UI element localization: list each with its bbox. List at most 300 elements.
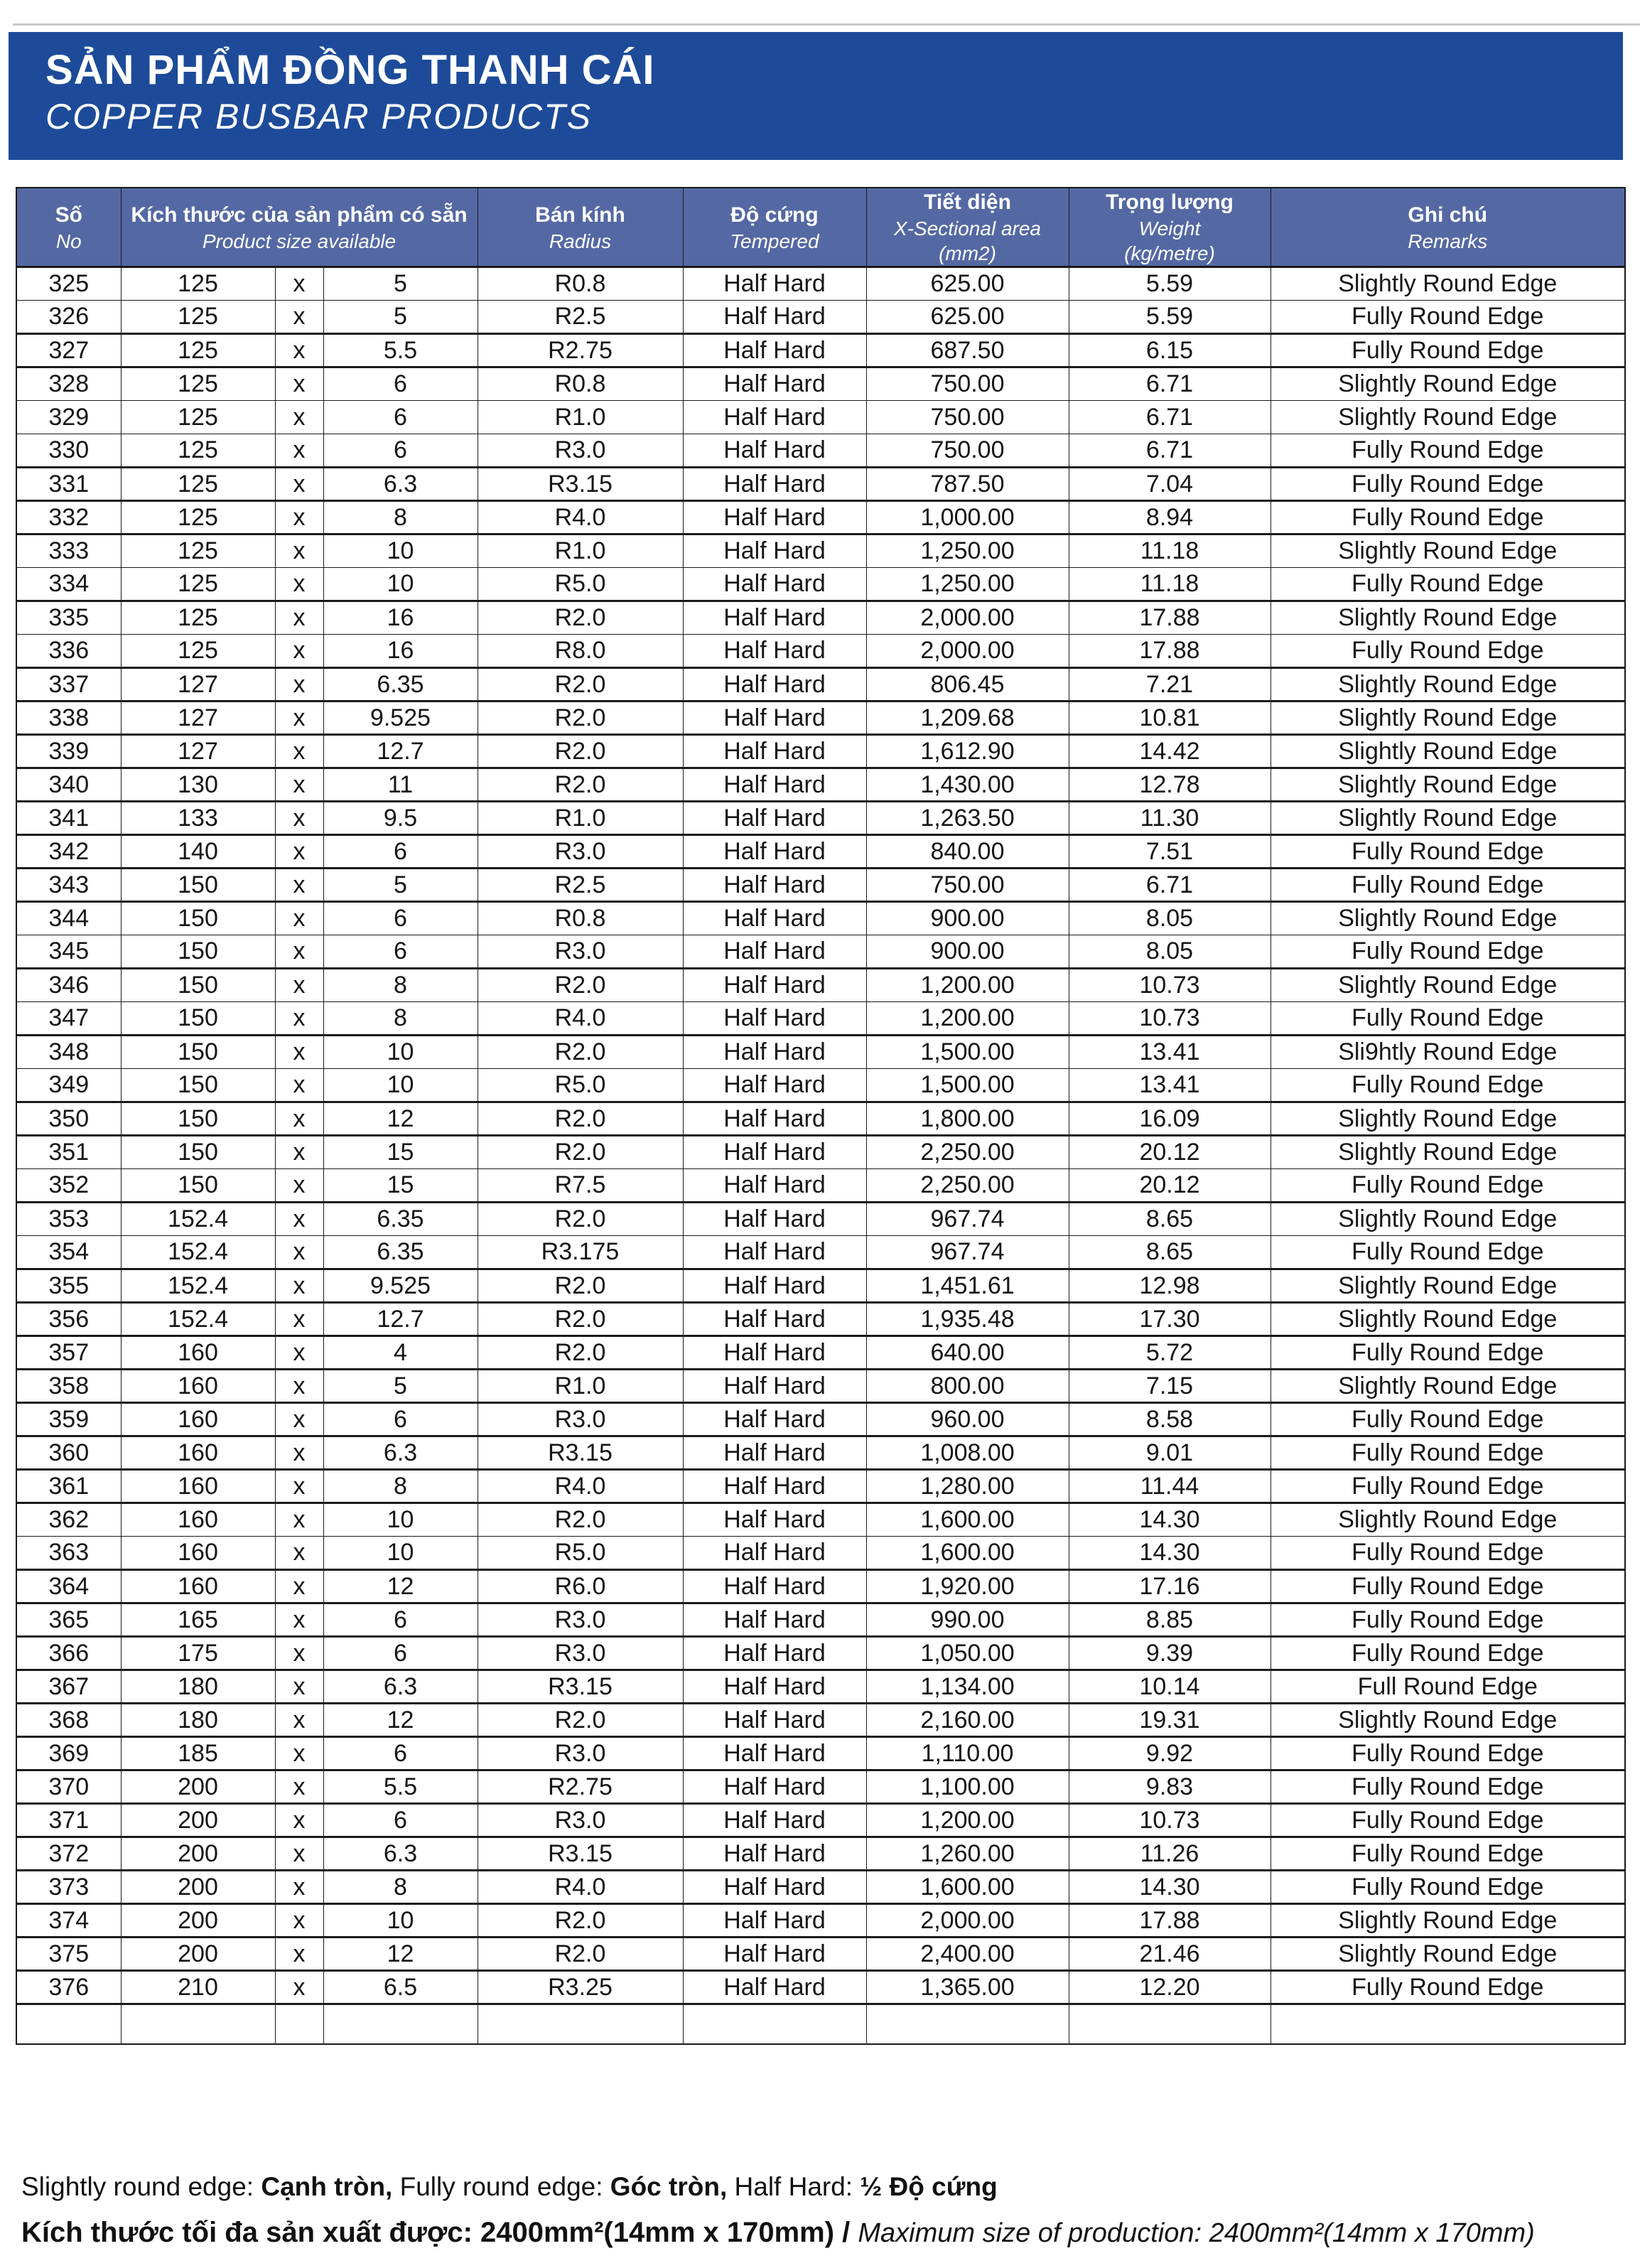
table-cell: 12.7 — [323, 1303, 478, 1336]
table-cell: 352 — [16, 1169, 121, 1203]
table-cell: 1,935.48 — [866, 1303, 1069, 1336]
table-row — [16, 1169, 1625, 1203]
table-cell: Half Hard — [683, 635, 866, 668]
table-row — [16, 869, 1625, 902]
table-cell: Slightly Round Edge — [1271, 534, 1625, 568]
table-cell: 175 — [121, 1637, 275, 1670]
table-cell: Fully Round Edge — [1271, 1804, 1625, 1837]
table-row — [16, 735, 1625, 768]
table-row — [16, 534, 1625, 568]
header-banner — [9, 32, 1623, 160]
table-cell: 125 — [121, 568, 275, 601]
col-header-size — [121, 188, 478, 267]
table-cell: Slightly Round Edge — [1271, 668, 1625, 702]
table-cell: 328 — [16, 367, 121, 401]
table-cell: 787.50 — [866, 468, 1069, 501]
col-header-radius-vi: Bán kính — [535, 203, 625, 227]
table-cell: 17.16 — [1069, 1570, 1271, 1603]
table-cell: R3.0 — [478, 1737, 683, 1770]
table-cell: Fully Round Edge — [1271, 1737, 1625, 1770]
table-cell: 8 — [323, 501, 478, 534]
table-cell: 165 — [121, 1603, 275, 1637]
table-cell: Half Hard — [683, 401, 866, 434]
table-cell: x — [275, 1002, 323, 1036]
table-cell: 1,250.00 — [866, 568, 1069, 601]
table-cell: x — [275, 1236, 323, 1269]
table-cell: x — [275, 1269, 323, 1303]
table-row — [16, 568, 1625, 601]
table-cell: 1,000.00 — [866, 501, 1069, 534]
table-cell: 334 — [16, 568, 121, 601]
col-header-remarks-en: Remarks — [1408, 230, 1488, 252]
col-header-no — [16, 188, 121, 267]
table-cell: R1.0 — [478, 534, 683, 568]
products-table — [16, 187, 1626, 2045]
table-cell: 750.00 — [866, 367, 1069, 401]
table-cell: 1,209.68 — [866, 702, 1069, 735]
table-cell: R2.0 — [478, 1203, 683, 1236]
table-cell: 6.15 — [1069, 334, 1271, 367]
table-cell: Half Hard — [683, 434, 866, 468]
table-row — [16, 1871, 1625, 1904]
table-cell: x — [275, 1704, 323, 1737]
table-cell: 344 — [16, 902, 121, 935]
table-cell: 2,250.00 — [866, 1169, 1069, 1203]
col-header-remarks-vi: Ghi chú — [1408, 203, 1488, 227]
table-cell: x — [275, 1336, 323, 1370]
table-cell: R3.15 — [478, 1837, 683, 1871]
table-cell: x — [275, 1603, 323, 1637]
table-cell: 16.09 — [1069, 1102, 1271, 1136]
table-cell: 333 — [16, 534, 121, 568]
table-cell: Slightly Round Edge — [1271, 768, 1625, 802]
table-cell: 9.5 — [323, 802, 478, 835]
table-cell: 1,365.00 — [866, 1971, 1069, 2004]
table-cell: 9.525 — [323, 702, 478, 735]
table-cell: 374 — [16, 1904, 121, 1938]
table-cell: Half Hard — [683, 1637, 866, 1670]
table-cell: 180 — [121, 1704, 275, 1737]
table-row — [16, 367, 1625, 401]
table-cell: 125 — [121, 601, 275, 635]
col-header-weight — [1069, 188, 1271, 267]
table-cell: 6 — [323, 1637, 478, 1670]
table-cell: 11.18 — [1069, 534, 1271, 568]
table-empty-row — [16, 2004, 1625, 2044]
table-cell: 625.00 — [866, 267, 1069, 301]
table-cell: Slightly Round Edge — [1271, 902, 1625, 935]
table-cell: 10.73 — [1069, 969, 1271, 1002]
table-row — [16, 434, 1625, 468]
table-cell: 10.14 — [1069, 1670, 1271, 1704]
table-row — [16, 1236, 1625, 1269]
col-header-radius — [478, 188, 683, 267]
table-cell: R2.0 — [478, 1938, 683, 1971]
table-row — [16, 1503, 1625, 1537]
table-cell: R5.0 — [478, 1069, 683, 1102]
table-cell: Fully Round Edge — [1271, 1971, 1625, 2004]
table-cell: 5.72 — [1069, 1336, 1271, 1370]
table-row — [16, 1637, 1625, 1670]
col-header-area-unit: (mm2) — [939, 242, 996, 264]
table-cell: 325 — [16, 267, 121, 301]
col-header-weight-en: Weight — [1138, 217, 1201, 240]
table-cell: 806.45 — [866, 668, 1069, 702]
table-cell: 1,263.50 — [866, 802, 1069, 835]
table-cell: 7.51 — [1069, 835, 1271, 869]
table-cell: Half Hard — [683, 267, 866, 301]
table-cell: 11.26 — [1069, 1837, 1271, 1871]
table-cell: 343 — [16, 869, 121, 902]
table-cell: 967.74 — [866, 1236, 1069, 1269]
table-cell: Fully Round Edge — [1271, 1236, 1625, 1269]
table-cell: 9.01 — [1069, 1436, 1271, 1470]
table-cell: 800.00 — [866, 1370, 1069, 1403]
table-cell: x — [275, 702, 323, 735]
table-cell: 15 — [323, 1136, 478, 1169]
table-cell: 687.50 — [866, 334, 1069, 367]
table-row — [16, 768, 1625, 802]
table-cell: Fully Round Edge — [1271, 1770, 1625, 1804]
table-cell: Slightly Round Edge — [1271, 1370, 1625, 1403]
table-cell: Half Hard — [683, 1403, 866, 1436]
page-subtitle: COPPER BUSBAR PRODUCTS — [45, 96, 593, 136]
table-cell: R2.0 — [478, 702, 683, 735]
table-cell: 8 — [323, 1002, 478, 1036]
table-cell: 367 — [16, 1670, 121, 1704]
table-cell: Half Hard — [683, 601, 866, 635]
table-cell: 150 — [121, 1069, 275, 1102]
table-cell: 150 — [121, 1036, 275, 1069]
col-header-no-en: No — [55, 230, 82, 252]
table-cell: R2.0 — [478, 1136, 683, 1169]
table-cell: 152.4 — [121, 1269, 275, 1303]
table-cell: 354 — [16, 1236, 121, 1269]
table-cell: 15 — [323, 1169, 478, 1203]
table-cell: 8 — [323, 1871, 478, 1904]
table-cell: 1,600.00 — [866, 1503, 1069, 1537]
page-top-divider — [13, 23, 1640, 26]
table-cell: 6.71 — [1069, 401, 1271, 434]
table-row — [16, 1069, 1625, 1102]
table-cell: x — [275, 1837, 323, 1871]
table-cell: 14.30 — [1069, 1871, 1271, 1904]
footnote-legend — [21, 2173, 1626, 2200]
table-row — [16, 1403, 1625, 1436]
table-cell: x — [275, 401, 323, 434]
table-cell: 5.59 — [1069, 301, 1271, 334]
table-cell: 125 — [121, 267, 275, 301]
table-cell: Slightly Round Edge — [1271, 1938, 1625, 1971]
table-cell: 967.74 — [866, 1203, 1069, 1236]
table-cell: R5.0 — [478, 568, 683, 601]
table-cell: 11.30 — [1069, 802, 1271, 835]
table-cell: 127 — [121, 735, 275, 768]
table-cell: R2.0 — [478, 1503, 683, 1537]
table-row — [16, 468, 1625, 501]
table-cell: Fully Round Edge — [1271, 1169, 1625, 1203]
table-row — [16, 267, 1625, 301]
legend-segment: Cạnh tròn, — [261, 2172, 393, 2201]
table-row — [16, 1102, 1625, 1136]
table-cell: 125 — [121, 367, 275, 401]
legend-segment: ½ Độ cứng — [860, 2172, 998, 2201]
table-cell: 125 — [121, 534, 275, 568]
table-cell: 125 — [121, 301, 275, 334]
table-cell: 6.3 — [323, 1436, 478, 1470]
table-cell: Fully Round Edge — [1271, 1436, 1625, 1470]
table-cell: Half Hard — [683, 768, 866, 802]
table-cell: x — [275, 1904, 323, 1938]
table-cell: 210 — [121, 1971, 275, 2004]
table-cell: Fully Round Edge — [1271, 468, 1625, 501]
table-cell: x — [275, 1303, 323, 1336]
table-cell: Half Hard — [683, 1236, 866, 1269]
col-header-area — [866, 188, 1069, 267]
table-cell: Half Hard — [683, 1904, 866, 1938]
table-cell: Slightly Round Edge — [1271, 802, 1625, 835]
table-cell: x — [275, 768, 323, 802]
table-cell: 12 — [323, 1570, 478, 1603]
table-cell: 5.5 — [323, 334, 478, 367]
table-cell: 356 — [16, 1303, 121, 1336]
table-cell: Half Hard — [683, 1971, 866, 2004]
table-cell: 1,600.00 — [866, 1871, 1069, 1904]
table-cell: Sli9htly Round Edge — [1271, 1036, 1625, 1069]
table-cell: 6.35 — [323, 1236, 478, 1269]
table-cell: Half Hard — [683, 1938, 866, 1971]
table-cell: 6.35 — [323, 1203, 478, 1236]
table-cell: 125 — [121, 635, 275, 668]
table-cell: R2.0 — [478, 735, 683, 768]
table-cell: 150 — [121, 1136, 275, 1169]
table-cell: R0.8 — [478, 267, 683, 301]
table-cell: x — [275, 1804, 323, 1837]
table-row — [16, 802, 1625, 835]
table-cell: Half Hard — [683, 334, 866, 367]
table-cell: 1,008.00 — [866, 1436, 1069, 1470]
table-cell: 368 — [16, 1704, 121, 1737]
table-cell: R2.75 — [478, 334, 683, 367]
table-cell: Half Hard — [683, 1503, 866, 1537]
table-cell: 362 — [16, 1503, 121, 1537]
table-cell: 8.05 — [1069, 902, 1271, 935]
table-row — [16, 401, 1625, 434]
table-cell: 2,000.00 — [866, 601, 1069, 635]
table-cell: x — [275, 1971, 323, 2004]
table-cell: R2.0 — [478, 1102, 683, 1136]
table-cell: 625.00 — [866, 301, 1069, 334]
table-cell: x — [275, 1537, 323, 1570]
table-cell: 357 — [16, 1336, 121, 1370]
table-cell: 140 — [121, 835, 275, 869]
table-cell: 6.35 — [323, 668, 478, 702]
table-cell: 6 — [323, 1737, 478, 1770]
table-cell: 1,100.00 — [866, 1770, 1069, 1804]
table-cell: 8.05 — [1069, 935, 1271, 969]
table-cell: 369 — [16, 1737, 121, 1770]
table-cell: 150 — [121, 935, 275, 969]
table-row — [16, 702, 1625, 735]
table-cell: 125 — [121, 468, 275, 501]
table-cell: x — [275, 1770, 323, 1804]
table-cell: 375 — [16, 1938, 121, 1971]
table-cell: Slightly Round Edge — [1271, 1704, 1625, 1737]
table-cell: 329 — [16, 401, 121, 434]
table-cell: R2.5 — [478, 869, 683, 902]
table-cell: x — [275, 1670, 323, 1704]
table-cell: x — [275, 1470, 323, 1503]
table-cell: Half Hard — [683, 702, 866, 735]
table-row — [16, 1036, 1625, 1069]
table-cell: 342 — [16, 835, 121, 869]
table-cell: 360 — [16, 1436, 121, 1470]
table-cell: R3.0 — [478, 434, 683, 468]
table-cell: R2.0 — [478, 601, 683, 635]
table-cell: 355 — [16, 1269, 121, 1303]
table-cell: x — [275, 835, 323, 869]
table-cell: Slightly Round Edge — [1271, 1503, 1625, 1537]
table-cell: 200 — [121, 1770, 275, 1804]
table-cell: 6 — [323, 902, 478, 935]
table-cell: Half Hard — [683, 1336, 866, 1370]
table-row — [16, 1904, 1625, 1938]
table-cell: 11.18 — [1069, 568, 1271, 601]
table-cell: 990.00 — [866, 1603, 1069, 1637]
table-cell: 150 — [121, 1002, 275, 1036]
table-cell: 5 — [323, 869, 478, 902]
table-cell: 7.21 — [1069, 668, 1271, 702]
table-cell: 127 — [121, 702, 275, 735]
table-cell: 130 — [121, 768, 275, 802]
table-cell: 358 — [16, 1370, 121, 1403]
table-cell: 17.88 — [1069, 601, 1271, 635]
table-cell: x — [275, 635, 323, 668]
table-row — [16, 1370, 1625, 1403]
max-size-segment-en: Maximum size of production: 2400mm²(14mm x 170mm) — [858, 2218, 1535, 2248]
table-cell: 1,800.00 — [866, 1102, 1069, 1136]
table-cell: 11.44 — [1069, 1470, 1271, 1503]
table-cell: 6 — [323, 935, 478, 969]
table-cell: R6.0 — [478, 1570, 683, 1603]
table-row — [16, 835, 1625, 869]
table-cell: 353 — [16, 1203, 121, 1236]
table-cell: Half Hard — [683, 1102, 866, 1136]
col-header-radius-en: Radius — [549, 230, 612, 252]
table-cell: R2.0 — [478, 1269, 683, 1303]
table-cell-empty — [323, 2004, 478, 2044]
table-cell: 10 — [323, 1069, 478, 1102]
table-cell: 10 — [323, 1904, 478, 1938]
table-cell: Half Hard — [683, 1303, 866, 1336]
table-cell: 10.73 — [1069, 1804, 1271, 1837]
table-cell: Fully Round Edge — [1271, 635, 1625, 668]
table-cell: 10 — [323, 534, 478, 568]
table-row — [16, 1303, 1625, 1336]
table-cell: 348 — [16, 1036, 121, 1069]
table-cell: 349 — [16, 1069, 121, 1102]
table-cell: x — [275, 367, 323, 401]
table-cell: 10 — [323, 568, 478, 601]
table-cell: R2.0 — [478, 668, 683, 702]
table-cell: 1,200.00 — [866, 1804, 1069, 1837]
table-cell: Slightly Round Edge — [1271, 1136, 1625, 1169]
table-cell: R1.0 — [478, 401, 683, 434]
table-cell: 2,000.00 — [866, 1904, 1069, 1938]
table-cell: x — [275, 935, 323, 969]
table-row — [16, 635, 1625, 668]
table-cell: x — [275, 1370, 323, 1403]
table-cell: Fully Round Edge — [1271, 1069, 1625, 1102]
legend-segment: Half Hard: — [727, 2172, 861, 2201]
table-cell: 6.3 — [323, 1670, 478, 1704]
table-cell: x — [275, 1403, 323, 1436]
table-cell: 200 — [121, 1871, 275, 1904]
table-cell: 1,500.00 — [866, 1069, 1069, 1102]
table-cell: 160 — [121, 1370, 275, 1403]
table-row — [16, 935, 1625, 969]
table-cell: x — [275, 1203, 323, 1236]
table-row — [16, 1269, 1625, 1303]
table-cell: Half Hard — [683, 1370, 866, 1403]
table-cell: 8 — [323, 969, 478, 1002]
table-cell: Full Round Edge — [1271, 1670, 1625, 1704]
table-cell: x — [275, 601, 323, 635]
table-cell: 900.00 — [866, 902, 1069, 935]
table-cell: 160 — [121, 1403, 275, 1436]
table-cell: 12.20 — [1069, 1971, 1271, 2004]
table-cell: 127 — [121, 668, 275, 702]
table-cell: 338 — [16, 702, 121, 735]
table-row — [16, 1570, 1625, 1603]
table-cell: Half Hard — [683, 869, 866, 902]
table-cell: 150 — [121, 1102, 275, 1136]
table-cell: R2.0 — [478, 1704, 683, 1737]
table-cell: 350 — [16, 1102, 121, 1136]
table-cell: R4.0 — [478, 501, 683, 534]
table-cell: 347 — [16, 1002, 121, 1036]
table-cell: R0.8 — [478, 902, 683, 935]
table-cell: x — [275, 869, 323, 902]
table-cell: 376 — [16, 1971, 121, 2004]
table-cell: 10 — [323, 1503, 478, 1537]
table-cell: 346 — [16, 969, 121, 1002]
table-cell-empty — [16, 2004, 121, 2044]
table-cell: 340 — [16, 768, 121, 802]
table-cell: 363 — [16, 1537, 121, 1570]
col-header-weight-vi: Trọng lượng — [1106, 190, 1234, 214]
legend-segment: Slightly round edge: — [21, 2172, 261, 2201]
table-cell: Half Hard — [683, 1570, 866, 1603]
table-cell: 1,050.00 — [866, 1637, 1069, 1670]
col-header-area-vi: Tiết diện — [924, 190, 1011, 214]
table-cell: 1,612.90 — [866, 735, 1069, 768]
table-cell: 9.39 — [1069, 1637, 1271, 1670]
table-cell: 6.3 — [323, 1837, 478, 1871]
table-cell: 150 — [121, 1169, 275, 1203]
footnotes — [21, 2173, 1626, 2249]
table-cell: 17.30 — [1069, 1303, 1271, 1336]
table-row — [16, 902, 1625, 935]
table-cell: Fully Round Edge — [1271, 568, 1625, 601]
table-cell: 1,110.00 — [866, 1737, 1069, 1770]
table-cell: R3.0 — [478, 1804, 683, 1837]
table-cell: 8.94 — [1069, 501, 1271, 534]
table-cell: 7.04 — [1069, 468, 1271, 501]
table-cell: Half Hard — [683, 534, 866, 568]
table-cell: R2.0 — [478, 1336, 683, 1370]
table-cell: R2.0 — [478, 1036, 683, 1069]
